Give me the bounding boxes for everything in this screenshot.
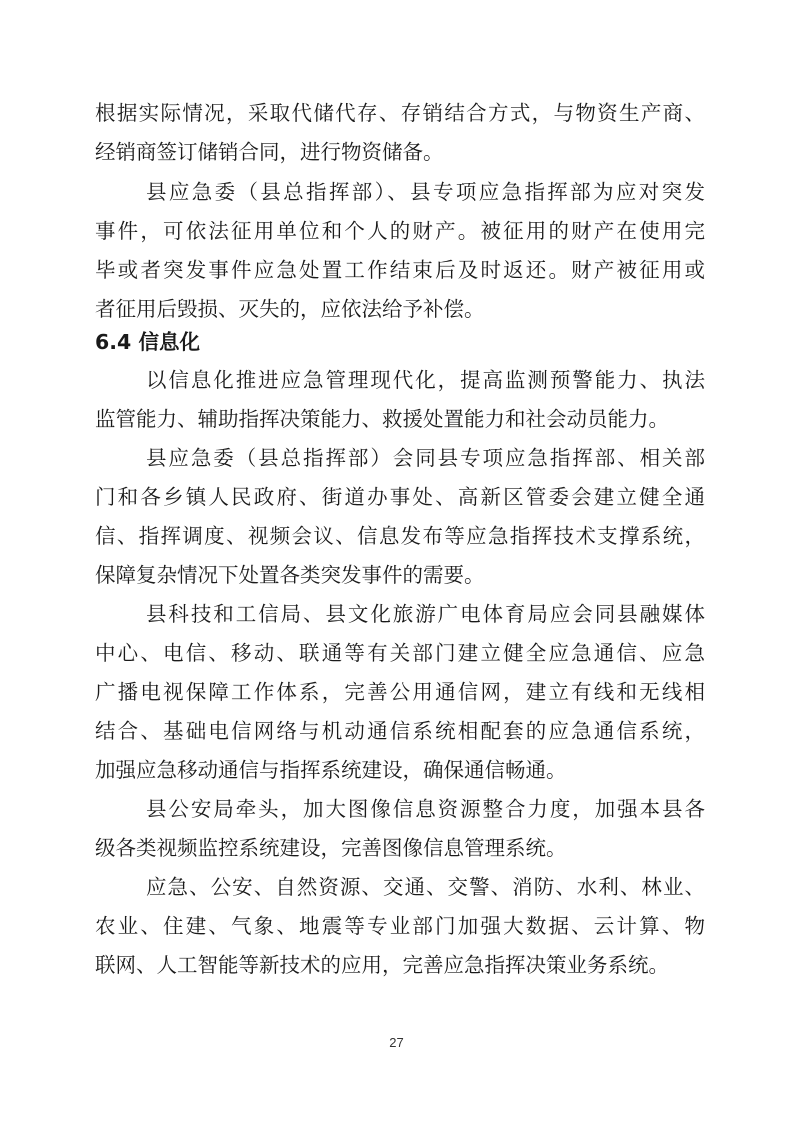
paragraph-5-line-5: 加强应急移动通信与指挥系统建设，确保通信畅通。	[95, 758, 567, 782]
page-number: 27	[389, 1035, 404, 1050]
paragraph-7-line-3: 联网、人工智能等新技术的应用，完善应急指挥决策业务系统。	[95, 953, 669, 977]
paragraph-3-line-2: 监管能力、辅助指挥决策能力、救援处置能力和社会动员能力。	[95, 407, 669, 431]
paragraph-4-line-1: 县应急委（县总指挥部）会同县专项应急指挥部、相关部	[146, 446, 705, 470]
paragraph-6-line-1: 县公安局牵头，加大图像信息资源整合力度，加强本县各	[146, 797, 705, 821]
paragraph-2-line-1: 县应急委（县总指挥部）、县专项应急指挥部为应对突发	[146, 180, 705, 204]
paragraph-7-line-2: 农业、住建、气象、地震等专业部门加强大数据、云计算、物	[95, 914, 705, 938]
paragraph-5-line-4: 结合、基础电信网络与机动通信系统相配套的应急通信系统，	[95, 719, 705, 743]
paragraph-5-line-1: 县科技和工信局、县文化旅游广电体育局应会同县融媒体	[146, 602, 705, 626]
paragraph-6-line-2: 级各类视频监控系统建设，完善图像信息管理系统。	[95, 836, 567, 860]
paragraph-5-line-3: 广播电视保障工作体系，完善公用通信网，建立有线和无线相	[95, 680, 705, 704]
paragraph-5-line-2: 中心、电信、移动、联通等有关部门建立健全应急通信、应急	[95, 641, 705, 665]
paragraph-3-line-1: 以信息化推进应急管理现代化，提高监测预警能力、执法	[146, 368, 705, 392]
paragraph-2-line-4: 者征用后毁损、灭失的，应依法给予补偿。	[95, 297, 485, 321]
paragraph-4-line-3: 信、指挥调度、视频会议、信息发布等应急指挥技术支撑系统，	[95, 524, 705, 548]
paragraph-7-line-1: 应急、公安、自然资源、交通、交警、消防、水利、林业、	[146, 875, 705, 899]
paragraph-1-line-2: 经销商签订储销合同，进行物资储备。	[95, 140, 444, 164]
paragraph-1-line-1: 根据实际情况，采取代储代存、存销结合方式，与物资生产商、	[95, 101, 705, 125]
paragraph-2-line-2: 事件，可依法征用单位和个人的财产。被征用的财产在使用完	[95, 219, 705, 243]
section-heading: 6.4 信息化	[95, 330, 200, 354]
paragraph-2-line-3: 毕或者突发事件应急处置工作结束后及时返还。财产被征用或	[95, 258, 705, 282]
paragraph-4-line-2: 门和各乡镇人民政府、街道办事处、高新区管委会建立健全通	[95, 485, 705, 509]
paragraph-4-line-4: 保障复杂情况下处置各类突发事件的需要。	[95, 563, 485, 587]
